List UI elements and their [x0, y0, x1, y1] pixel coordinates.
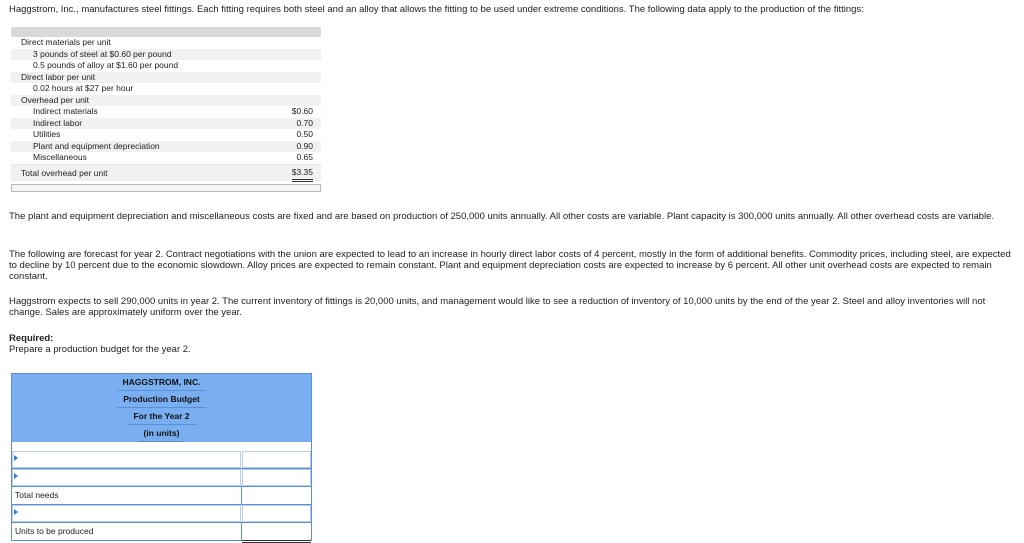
cost-row: 3 pounds of steel at $0.60 per pound: [11, 49, 321, 61]
production-budget-table: [11, 373, 312, 541]
dropdown-arrow-icon: [14, 473, 18, 479]
units-produced-value: [242, 523, 311, 543]
horizontal-scrollbar[interactable]: [11, 184, 321, 192]
paragraph-sales-expectation: Haggstrom expects to sell 290,000 units in year 2. The current inventory of fittings is 20,000 units, and management would like to see a reduction of inventory of 10,000 units by the end of the year 2. Steel and alloy inventories will not change. Sales are approximately uniform over the year.: [9, 296, 986, 318]
units-produced-label: Units to be produced: [15, 526, 94, 536]
budget-period-header: For the Year 2: [11, 408, 312, 425]
budget-row: [11, 451, 312, 469]
budget-spacer: [11, 442, 312, 451]
cost-row: Direct labor per unit: [11, 72, 321, 84]
cost-row: Plant and equipment depreciation 0.90: [11, 141, 321, 153]
budget-label-input[interactable]: [12, 451, 241, 468]
cost-row: Indirect labor 0.70: [11, 118, 321, 130]
budget-label-input[interactable]: [12, 469, 241, 486]
cost-row: Overhead per unit: [11, 95, 321, 107]
dropdown-arrow-icon: [14, 509, 18, 515]
budget-label-input[interactable]: [12, 505, 241, 522]
cost-row: Miscellaneous 0.65: [11, 152, 321, 164]
paragraph-fixed-costs: The plant and equipment depreciation and miscellaneous costs are fixed and are based on production of 250,000 units annually. All other costs are variable. Plant capacity is 300,000 units annually. All other overhead costs are variable.: [9, 211, 995, 222]
cost-table-header-bar: [11, 27, 321, 37]
cost-data-table: [11, 27, 321, 192]
dropdown-arrow-icon: [14, 455, 18, 461]
cost-row: Direct materials per unit: [11, 37, 321, 49]
cost-row: Indirect materials $0.60: [11, 106, 321, 118]
cost-total-row: Total overhead per unit $3.35: [11, 164, 321, 181]
required-text: Prepare a production budget for the year 2.: [9, 344, 191, 355]
cost-row: Utilities 0.50: [11, 129, 321, 141]
required-heading: Required:: [9, 333, 54, 344]
intro-text: Haggstrom, Inc., manufactures steel fittings. Each fitting requires both steel and an alloy that allows the fitting to be used under extreme conditions. The following data apply to the production of the fittings:: [9, 4, 864, 15]
budget-row: [11, 505, 312, 523]
cost-row: 0.5 pounds of alloy at $1.60 per pound: [11, 60, 321, 72]
budget-row-total-needs: [11, 487, 312, 505]
budget-row-units-produced: [11, 523, 312, 541]
budget-company-header: HAGGSTROM, INC.: [11, 373, 312, 391]
budget-units-header: (in units): [11, 425, 312, 442]
total-needs-value: [242, 487, 311, 504]
budget-row: [11, 469, 312, 487]
budget-amount-input[interactable]: [242, 451, 311, 468]
budget-amount-input[interactable]: [242, 505, 311, 522]
total-needs-label: Total needs: [15, 490, 59, 500]
budget-amount-input[interactable]: [242, 469, 311, 486]
budget-title-header: Production Budget: [11, 391, 312, 408]
paragraph-forecast: The following are forecast for year 2. Contract negotiations with the union are expected to lead to an increase in hourly direct labor costs of 4 percent, mostly in the form of additional benefits. Commodity prices, including steel, are expected to decline by 10 percent due to the economic slowdown. Alloy prices are expected to remain constant. Plant and equipment depreciation costs are expected to increase by 6 percent. All other unit overhead costs are expected to remain constant.: [9, 249, 1011, 282]
cost-row: 0.02 hours at $27 per hour: [11, 83, 321, 95]
